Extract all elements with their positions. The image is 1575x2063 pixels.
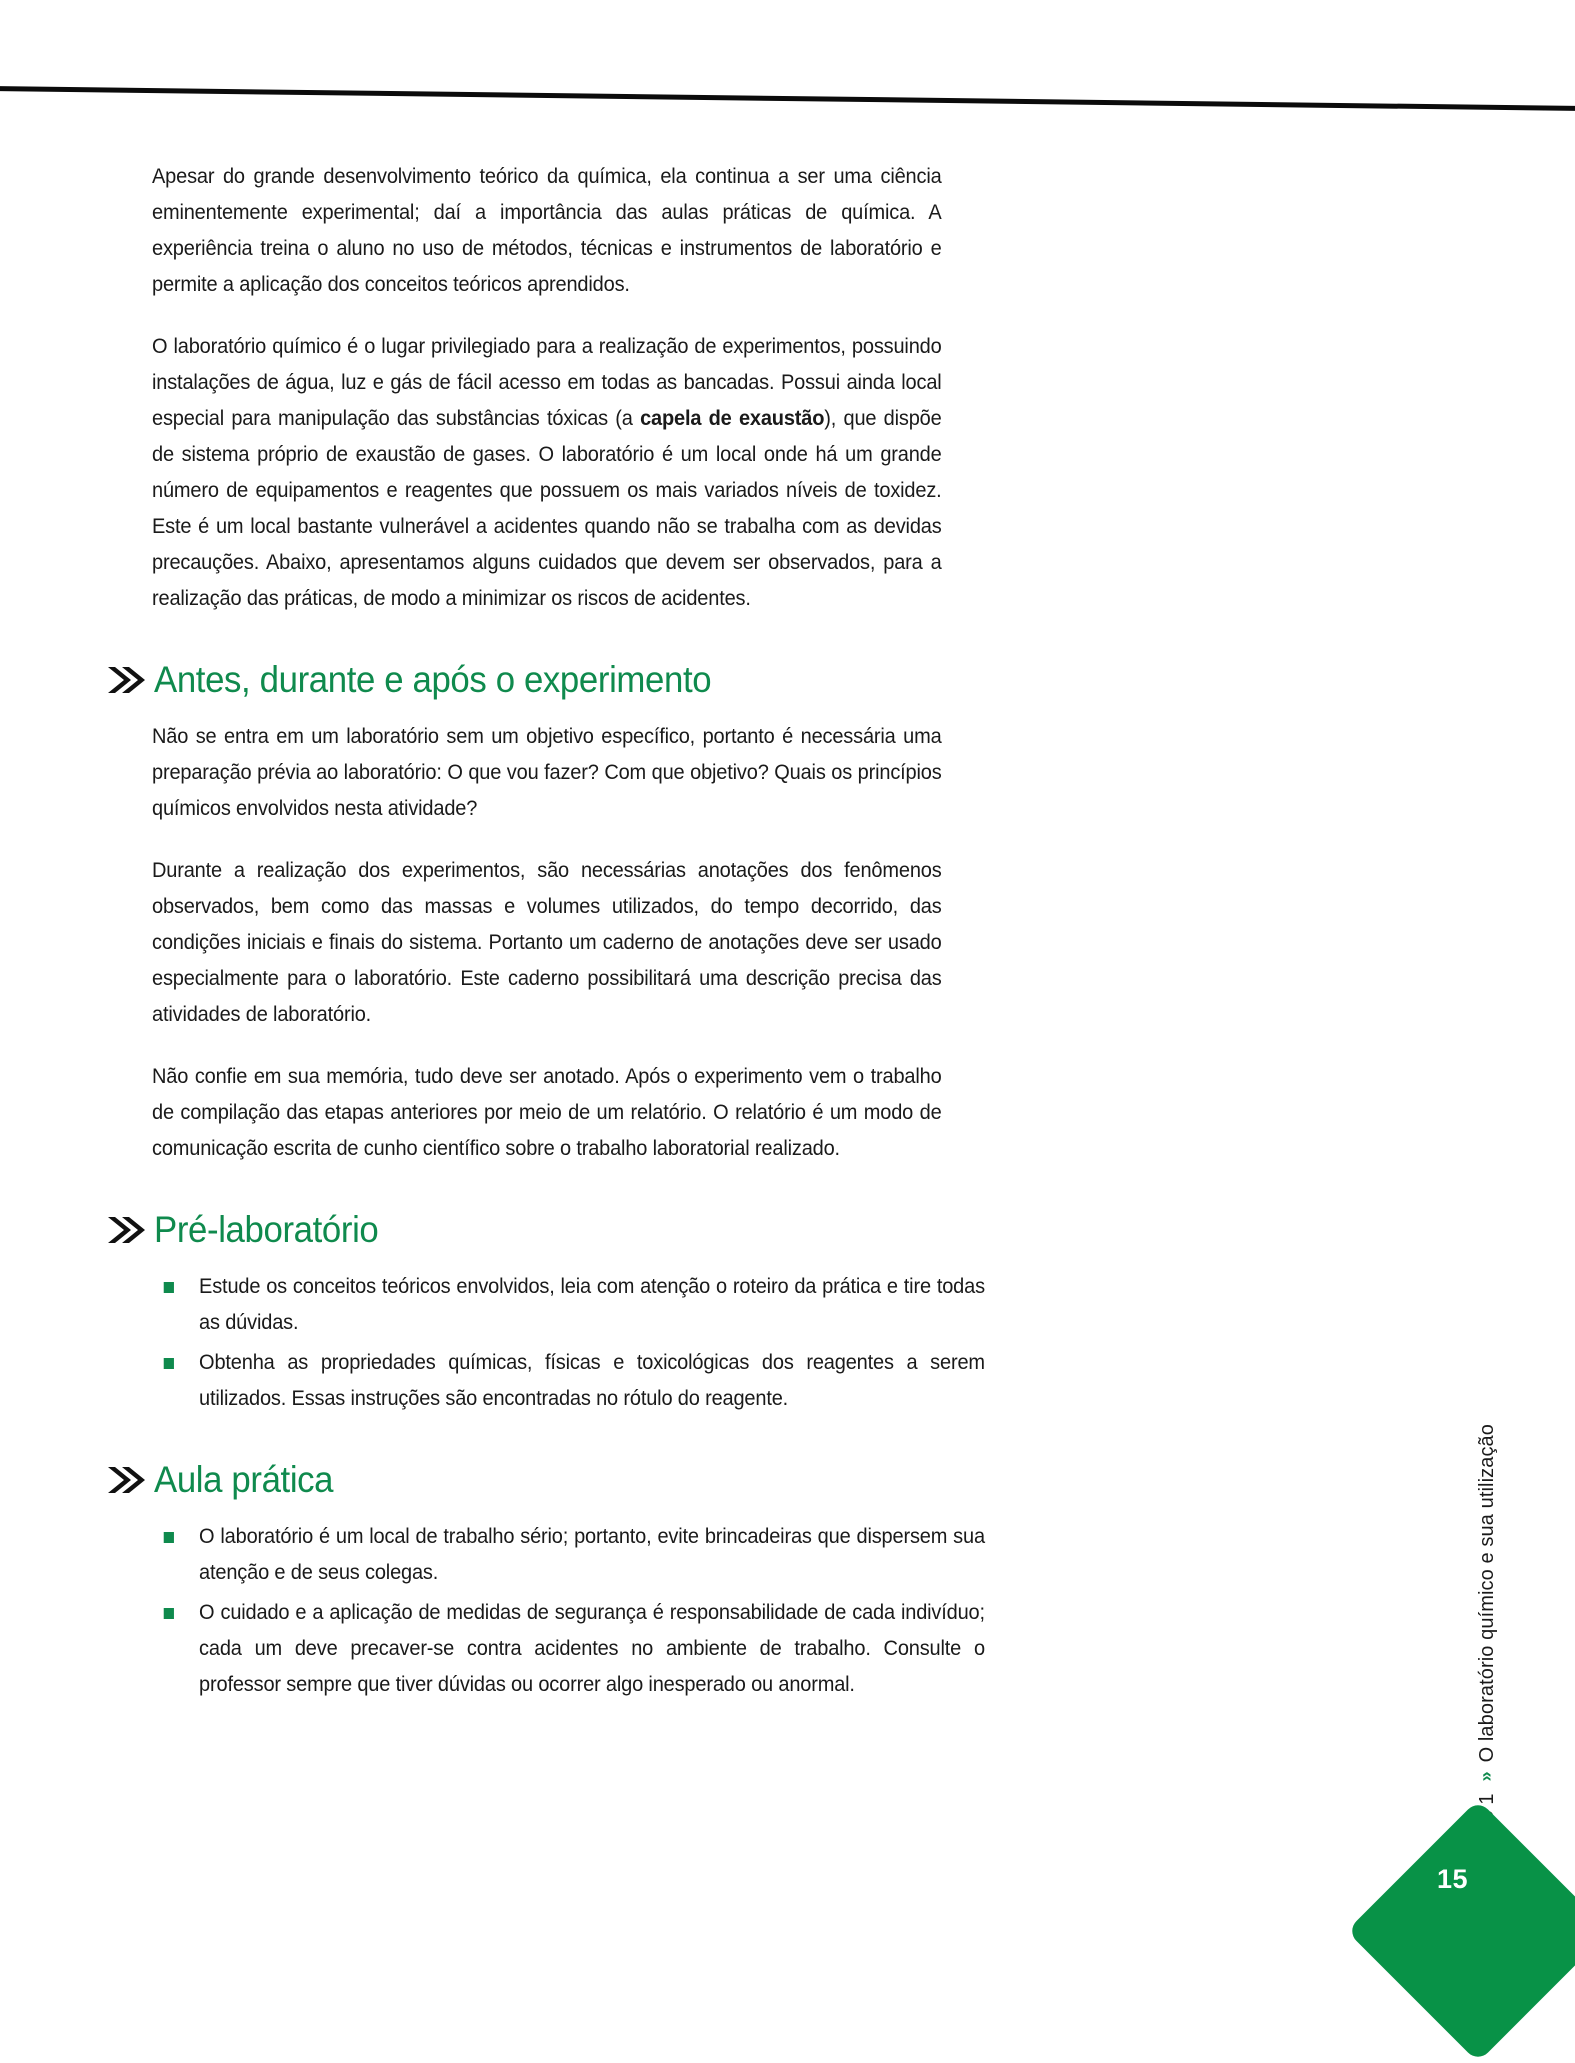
page-number-diamond bbox=[1346, 1799, 1575, 2062]
page-header-rule bbox=[0, 68, 1575, 128]
double-chevron-right-icon bbox=[104, 1458, 148, 1502]
square-bullet-icon bbox=[164, 1608, 174, 1619]
paragraph-2-text-after-bold: ), que dispõe de sistema próprio de exaustão de gases. O laboratório é um local onde há um grande número de equipamentos e reagentes que possuem os mais variados níveis de toxidez. Este é um local bastante vulnerável a acidentes quando não se trabalha com as devidas precauções. Abaixo, apresentamos alguns cuidados que devem ser observados, para a realização das práticas, de modo a minimizar os riscos de acidentes. bbox=[152, 406, 942, 610]
horizontal-rule bbox=[0, 86, 1575, 111]
list-item-label: Obtenha as propriedades químicas, físicas e toxicológicas dos reagentes a serem utilizados. Essas instruções são encontradas no rótulo do reagente. bbox=[199, 1350, 985, 1410]
list-item bbox=[160, 1268, 985, 1340]
section-title: Antes, durante e após o experimento bbox=[154, 659, 712, 700]
section-heading-aula-pratica bbox=[104, 1458, 942, 1502]
main-text-column bbox=[152, 158, 985, 1706]
running-head-title: O laboratório químico e sua utilização bbox=[1476, 1424, 1498, 1763]
intro-paragraph-2 bbox=[152, 328, 942, 616]
list-item bbox=[160, 1344, 985, 1416]
paragraph-2-text-before-bold: O laboratório químico é o lugar privilegiado para a realização de experimentos, possuindo instalações de água, luz e gás de fácil acesso em todas as bancadas. Possui ainda local especial para manipulação das substâncias tóxicas (a bbox=[152, 334, 942, 430]
double-chevron-right-icon bbox=[104, 1208, 148, 1252]
section-title: Aula prática bbox=[154, 1459, 334, 1500]
square-bullet-icon bbox=[164, 1532, 174, 1543]
section-title: Pré-laboratório bbox=[154, 1209, 379, 1250]
aula-pratica-list bbox=[152, 1518, 985, 1702]
section-1-paragraph-2: Durante a realização dos experimentos, são necessárias anotações dos fenômenos observados, bem como das massas e volumes utilizados, do tempo decorrido, das condições iniciais e finais do sistema. Portanto um caderno de anotações deve ser usado especialmente para o laboratório. Este caderno possibilitará uma descrição precisa das atividades de laboratório. bbox=[152, 858, 942, 1026]
list-item-label: Estude os conceitos teóricos envolvidos, leia com atenção o roteiro da prática e tire todas as dúvidas. bbox=[199, 1274, 985, 1334]
section-heading-pre-laboratorio bbox=[104, 1208, 942, 1252]
section-1-paragraph-1: Não se entra em um laboratório sem um objetivo específico, portanto é necessária uma preparação prévia ao laboratório: O que vou fazer? Com que objetivo? Quais os princípios químicos envolvidos nesta atividade? bbox=[152, 724, 942, 820]
list-item-label: O laboratório é um local de trabalho sério; portanto, evite brincadeiras que dispersem sua atenção e de seus colegas. bbox=[199, 1524, 985, 1584]
list-item-label: O cuidado e a aplicação de medidas de segurança é responsabilidade de cada indivíduo; cada um deve precaver-se contra acidentes no ambiente de trabalho. Consulte o professor sempre que tiver dúvidas ou ocorrer algo inesperado ou anormal. bbox=[199, 1600, 985, 1696]
list-item bbox=[160, 1594, 985, 1702]
section-1-paragraph-3: Não confie em sua memória, tudo deve ser anotado. Após o experimento vem o trabalho de compilação das etapas anteriores por meio de um relatório. O relatório é um modo de comunicação escrita de cunho científico sobre o trabalho laboratorial realizado. bbox=[152, 1064, 942, 1160]
page-number: 15 bbox=[1437, 1864, 1469, 1894]
capela-de-exaustao-term: capela de exaustão bbox=[640, 406, 825, 430]
double-chevron-right-icon: » bbox=[1476, 1774, 1496, 1782]
pre-laboratorio-list bbox=[152, 1268, 985, 1416]
intro-paragraph-1: Apesar do grande desenvolvimento teórico da química, ela continua a ser uma ciência eminentemente experimental; daí a importância das aulas práticas de química. A experiência treina o aluno no uso de métodos, técnicas e instrumentos de laboratório e permite a aplicação dos conceitos teóricos aprendidos. bbox=[152, 164, 942, 296]
double-chevron-right-icon bbox=[104, 658, 148, 702]
section-heading-antes-durante-apos bbox=[104, 658, 942, 702]
square-bullet-icon bbox=[164, 1282, 174, 1293]
square-bullet-icon bbox=[164, 1358, 174, 1369]
list-item bbox=[160, 1518, 985, 1590]
